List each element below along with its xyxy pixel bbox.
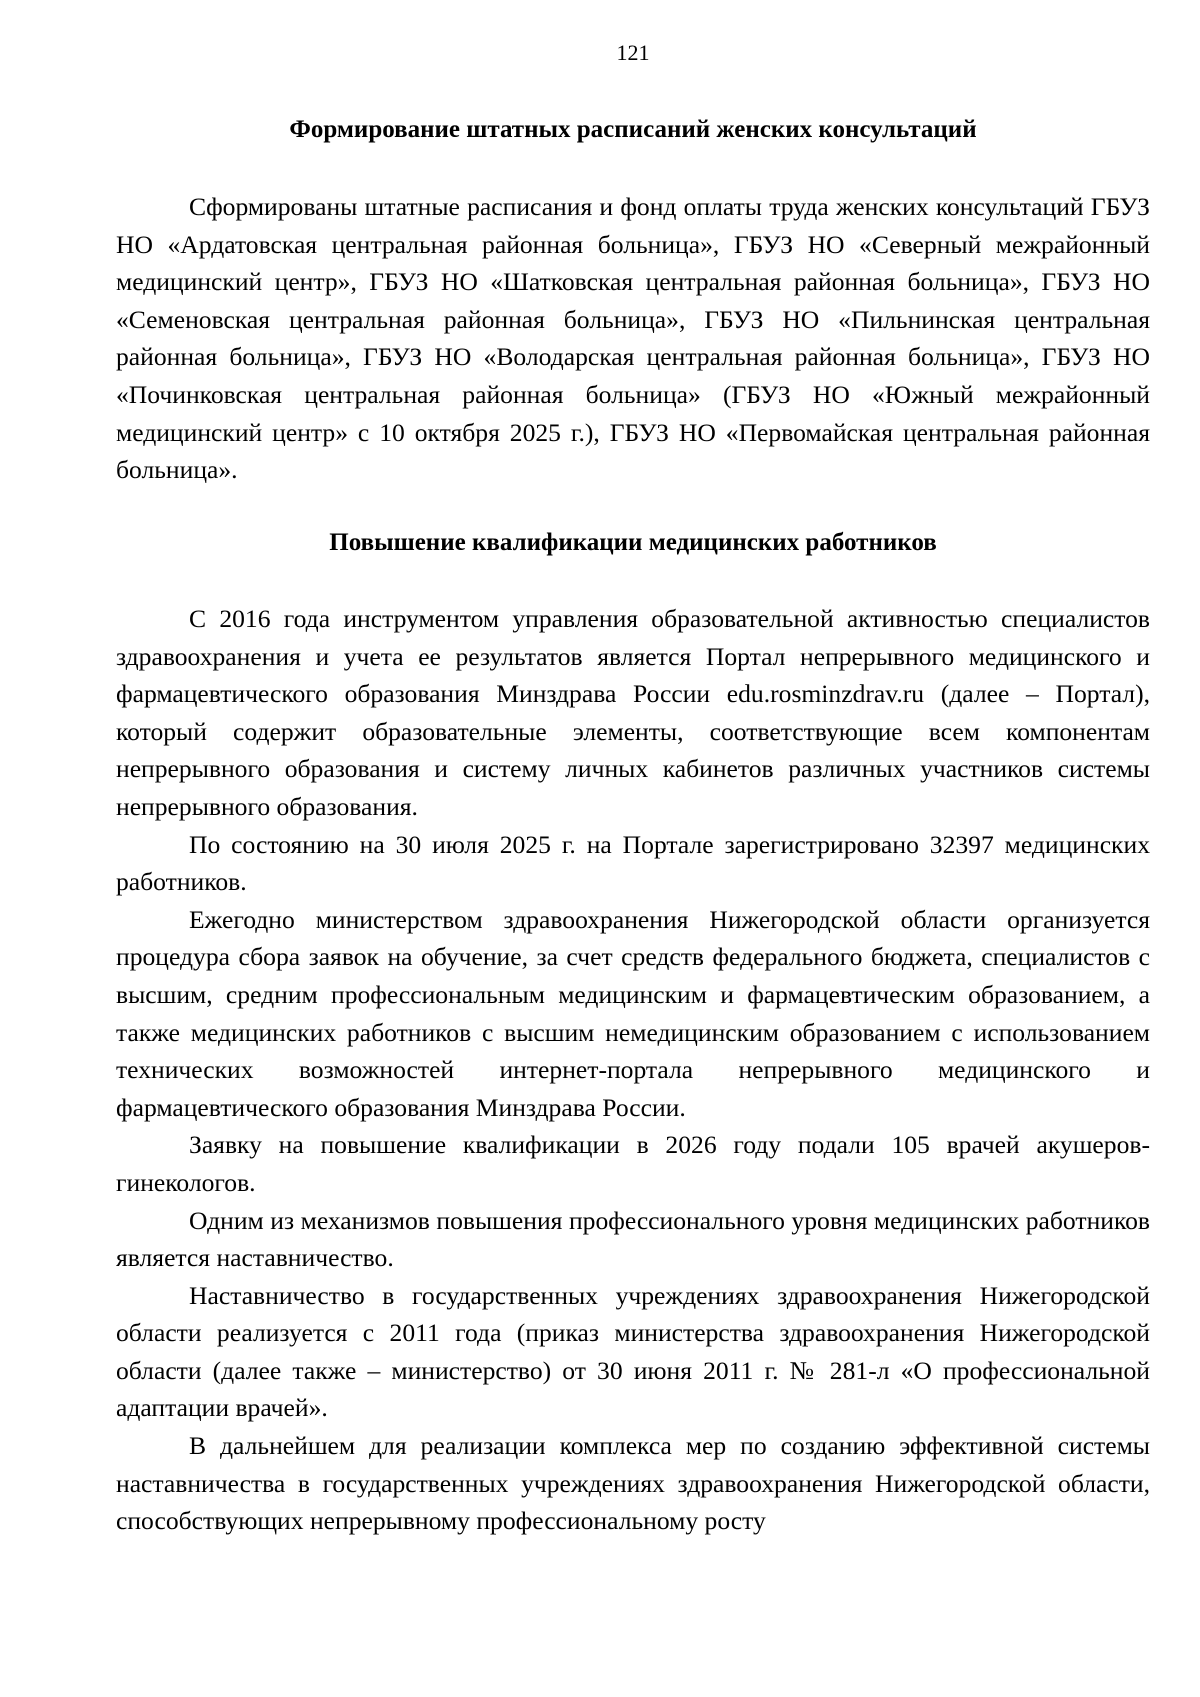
- paragraph: Сформированы штатные расписания и фонд оплаты труда женских консультаций ГБУЗ НО «Ардатовская центральная районная больница», ГБУЗ НО «Северный межрайонный медицинский центр», ГБУЗ НО «Шатковская центральная районная больница», ГБУЗ НО «Семеновская центральная районная больница», ГБУЗ НО «Пильнинская центральная районная больница», ГБУЗ НО «Володарская центральная районная больница», ГБУЗ НО «Починковская центральная районная больница» (ГБУЗ НО «Южный межрайонный медицинский центр» с 10 октября 2025 г.), ГБУЗ НО «Первомайская центральная районная больница».: [116, 192, 1150, 485]
- paragraph: По состоянию на 30 июля 2025 г. на Портале зарегистрировано 32397 медицинских работников.: [116, 829, 1150, 897]
- paragraph: Заявку на повышение квалификации в 2026 году подали 105 врачей акушеров-гинекологов.: [116, 1130, 1150, 1197]
- page-number: 121: [616, 40, 650, 65]
- paragraph: Наставничество в государственных учреждениях здравоохранения Нижегородской области реализуется с 2011 года (приказ министерства здравоохранения Нижегородской области (далее также – министерство) от 30 июня 2011 г. № 281-л «О профессиональной адаптации врачей».: [116, 1280, 1150, 1423]
- paragraph: С 2016 года инструментом управления образовательной активностью специалистов здравоохранения и учета ее результатов является Портал непрерывного медицинского и фармацевтического образования Минздрава России edu.rosminzdrav.ru (далее – Портал), который содержит образовательные элементы, соответствующие всем компонентам непрерывного образования и систему личных кабинетов различных участников системы непрерывного образования.: [116, 604, 1150, 821]
- section-heading-qualification: Повышение квалификации медицинских работников: [329, 529, 937, 556]
- paragraph: В дальнейшем для реализации комплекса мер по созданию эффективной системы наставничества в государственных учреждениях здравоохранения Нижегородской области, способствующих непрерывному профессиональному росту: [116, 1431, 1150, 1536]
- paragraph: Одним из механизмов повышения профессионального уровня медицинских работников является наставничество.: [116, 1205, 1150, 1273]
- section-heading-staffing: Формирование штатных расписаний женских консультаций: [289, 116, 977, 143]
- paragraph: Ежегодно министерством здравоохранения Нижегородской области организуется процедура сбора заявок на обучение, за счет средств федерального бюджета, специалистов с высшим, средним профессиональным медицинским и фармацевтическим образованием, а также медицинских работников с высшим немедицинским образованием с использованием технических возможностей интернет-портала непрерывного медицинского и фармацевтического образования Минздрава России.: [116, 904, 1150, 1122]
- section-body-staffing: [116, 188, 1150, 489]
- section-body-qualification: [116, 600, 1150, 1540]
